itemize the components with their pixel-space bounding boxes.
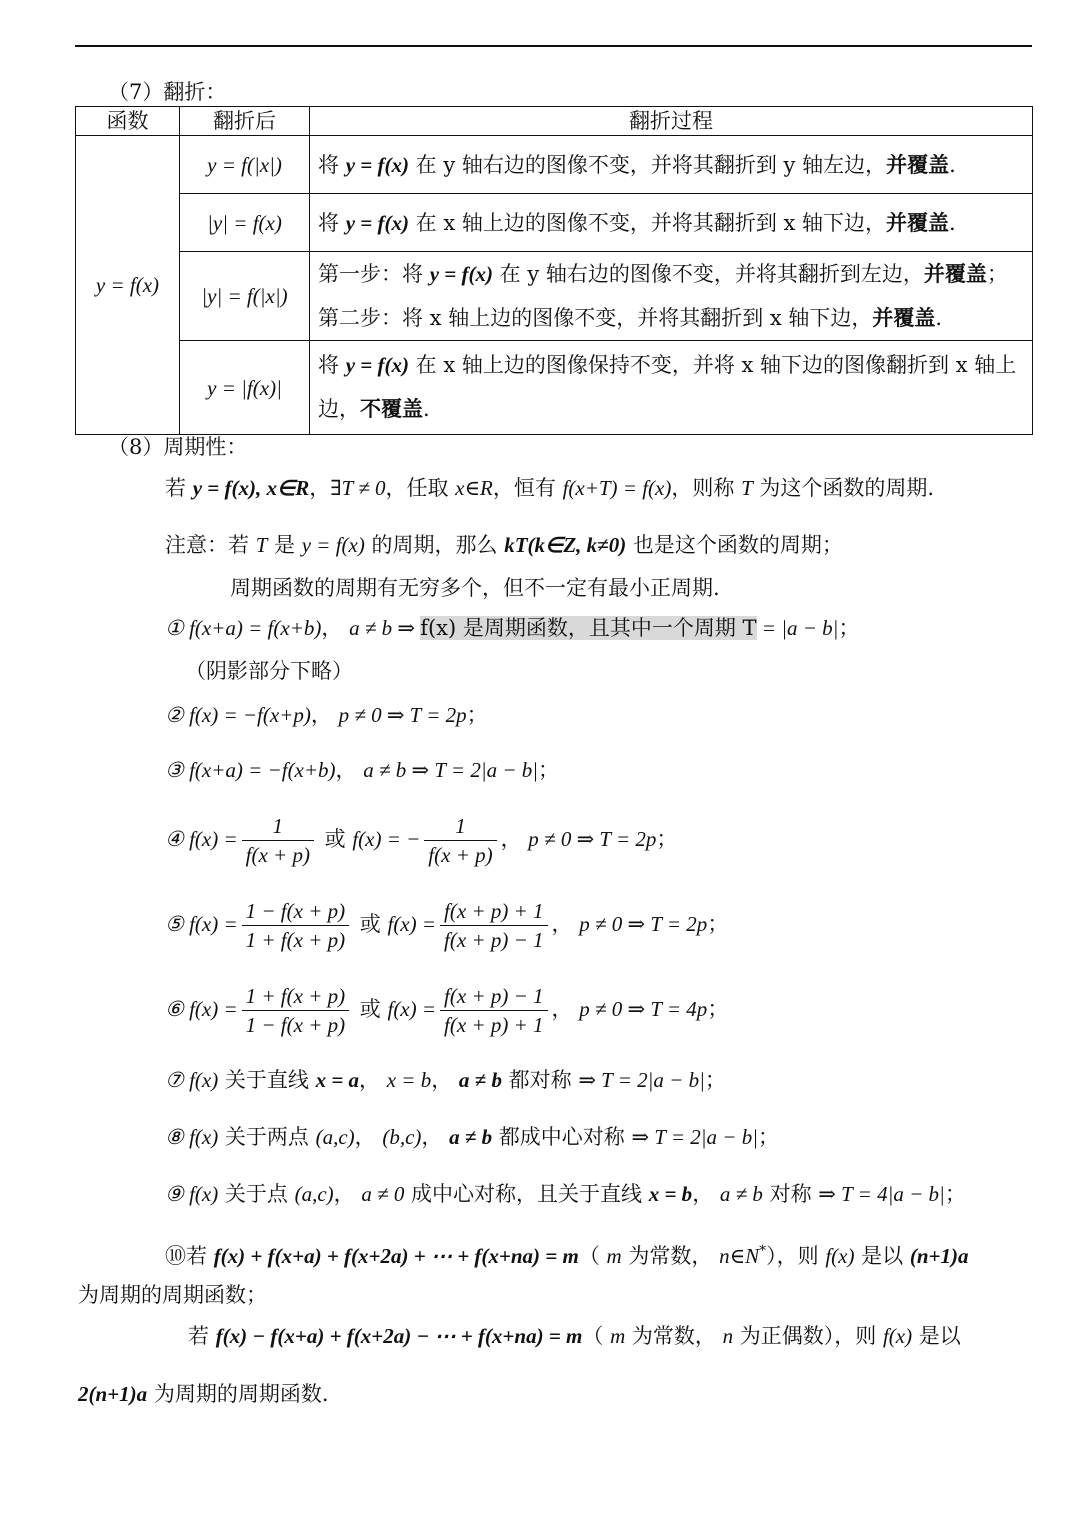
col-header-process: 翻折过程: [310, 107, 1033, 136]
section-8-heading: （8）周期性：: [108, 435, 248, 459]
table-row: [76, 252, 1033, 341]
table-row: [76, 136, 1033, 194]
item-10: ⑩若 f(x) + f(x+a) + f(x+2a) + ⋯ + f(x+na) = m（ m 为常数， n∈N*），则 f(x) 是以 (n+1)a: [165, 1243, 969, 1268]
fraction: $\frac{1 - f(x + p)}{1 + f(x + p)}$: [242, 897, 349, 954]
item-8: ⑧ f(x) 关于两点 (a,c)， (b,c)， a ≠ b 都成中心对称 ⇒ T = 2|a − b|；: [165, 1125, 780, 1149]
item-6: ⑥ f(x) = $\frac{1 + f(x + p)}{1 - f(x + p)}$ 或 f(x) = $\frac{f(x + p) - 1}{f(x + p) + 1}$ ， p ≠ 0 ⇒ T = 4p；: [165, 984, 729, 1037]
header-rule: [75, 45, 1032, 47]
period-definition: 若 y = f(x), x∈R，∃T ≠ 0，任取 x∈R，恒有 f(x+T) = f(x)，则称 T 为这个函数的周期.: [165, 476, 935, 500]
shaded-text: f(x) 是周期函数，且其中一个周期 T: [420, 616, 757, 640]
flip-table: [75, 106, 1033, 435]
item-4: ④ f(x) = $\frac{1}{f(x + p)}$ 或 f(x) = − $\frac{1}{f(x + p)}$ ， p ≠ 0 ⇒ T = 2p；: [165, 814, 678, 867]
process-cell: 将 y = f(x) 在 x 轴上边的图像保持不变，并将 x 轴下边的图像翻折到 x 轴上 边，不覆盖.: [310, 341, 1033, 435]
item-3: ③ f(x+a) = −f(x+b)， a ≠ b ⇒ T = 2|a − b|；: [165, 758, 560, 782]
item-10-continuation: 为周期的周期函数；: [78, 1283, 267, 1307]
process-cell: 第一步：将 y = f(x) 在 y 轴右边的图像不变，并将其翻折到左边，并覆盖； 第二步：将 x 轴上边的图像不变，并将其翻折到 x 轴下边，并覆盖.: [310, 252, 1033, 341]
after-cell: y = |f(x)|: [180, 341, 310, 435]
col-header-after: 翻折后: [180, 107, 310, 136]
item-2: ② f(x) = −f(x+p)， p ≠ 0 ⇒ T = 2p；: [165, 703, 488, 727]
process-cell: 将 y = f(x) 在 x 轴上边的图像不变，并将其翻折到 x 轴下边，并覆盖.: [310, 194, 1033, 252]
col-header-function: 函数: [76, 107, 180, 136]
fraction: $\frac{f(x + p) + 1}{f(x + p) - 1}$: [440, 897, 547, 954]
item-10b: 若 f(x) − f(x+a) + f(x+2a) − ⋯ + f(x+na) = m（ m 为常数， n 为正偶数），则 f(x) 是以: [188, 1324, 961, 1348]
function-cell: y = f(x): [76, 136, 180, 435]
after-cell: |y| = f(|x|): [180, 252, 310, 341]
fraction: $\frac{f(x + p) - 1}{f(x + p) + 1}$: [440, 982, 547, 1039]
after-cell: |y| = f(x): [180, 194, 310, 252]
item-5: ⑤ f(x) = $\frac{1 - f(x + p)}{1 + f(x + p)}$ 或 f(x) = $\frac{f(x + p) + 1}{f(x + p) - 1}$ ， p ≠ 0 ⇒ T = 2p；: [165, 899, 729, 952]
item-1-note: （阴影部分下略）: [185, 659, 353, 683]
table-row: [76, 341, 1033, 435]
table-row: [76, 194, 1033, 252]
item-9: ⑨ f(x) 关于点 (a,c)， a ≠ 0 成中心对称，且关于直线 x = b， a ≠ b 对称 ⇒ T = 4|a − b|；: [165, 1182, 966, 1206]
after-cell: y = f(|x|): [180, 136, 310, 194]
note-line-1: 注意：若 T 是 y = f(x) 的周期，那么 kT(k∈Z, k≠0) 也是这个函数的周期；: [165, 533, 843, 557]
fraction: $\frac{1}{f(x + p)}$: [424, 812, 496, 869]
note-line-2: 周期函数的周期有无穷多个，但不一定有最小正周期.: [230, 576, 720, 600]
fraction: $\frac{1}{f(x + p)}$: [242, 812, 314, 869]
process-cell: 将 y = f(x) 在 y 轴右边的图像不变，并将其翻折到 y 轴左边，并覆盖.: [310, 136, 1033, 194]
item-1: ① f(x+a) = f(x+b)， a ≠ b ⇒ f(x) 是周期函数，且其中一个周期 T = |a − b|；: [165, 616, 860, 640]
section-7-heading: （7）翻折：: [108, 80, 227, 104]
item-10b-continuation: 2(n+1)a 为周期的周期函数.: [78, 1382, 329, 1406]
item-7: ⑦ f(x) 关于直线 x = a， x = b， a ≠ b 都对称 ⇒ T = 2|a − b|；: [165, 1068, 726, 1092]
table-header-row: [76, 107, 1033, 136]
fraction: $\frac{1 + f(x + p)}{1 - f(x + p)}$: [242, 982, 349, 1039]
